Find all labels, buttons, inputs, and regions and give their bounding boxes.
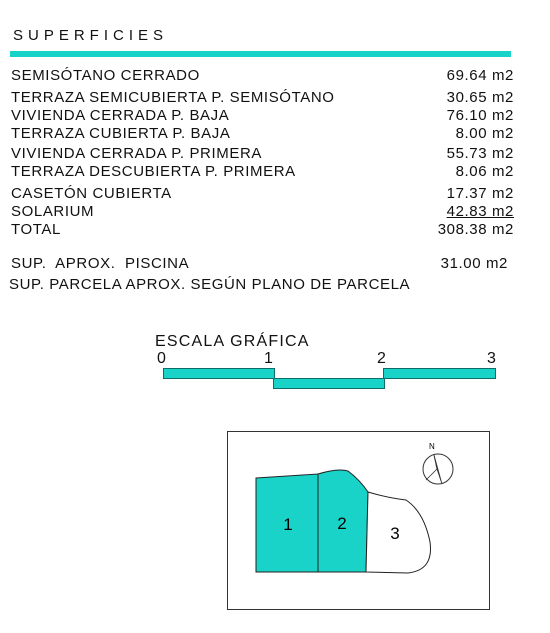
area-row bbox=[11, 145, 514, 163]
area-row bbox=[11, 203, 514, 221]
scale-tick-label: 0 bbox=[157, 350, 166, 367]
lot-label: 2 bbox=[337, 514, 347, 533]
area-row bbox=[11, 67, 514, 85]
area-row bbox=[11, 185, 514, 203]
area-label: VIVIENDA CERRADA P. PRIMERA bbox=[11, 145, 262, 162]
page-title: SUPERFICIES bbox=[13, 27, 169, 44]
site-plan-frame bbox=[227, 431, 490, 610]
area-row bbox=[11, 89, 514, 107]
area-value: 69.64 m2 bbox=[446, 67, 514, 84]
scale-segment bbox=[273, 378, 385, 389]
lot-label: 1 bbox=[283, 515, 293, 534]
area-value: 76.10 m2 bbox=[446, 107, 514, 124]
scale-segment bbox=[163, 368, 275, 379]
total-label: TOTAL bbox=[11, 221, 61, 238]
area-label: TERRAZA SEMICUBIERTA P. SEMISÓTANO bbox=[11, 89, 335, 106]
pool-row bbox=[11, 255, 508, 273]
area-label: TERRAZA DESCUBIERTA P. PRIMERA bbox=[11, 163, 296, 180]
scale-tick-label: 2 bbox=[377, 350, 386, 367]
total-row bbox=[11, 221, 514, 239]
area-value: 30.65 m2 bbox=[446, 89, 514, 106]
area-value: 17.37 m2 bbox=[446, 185, 514, 202]
north-label: N bbox=[429, 442, 435, 451]
area-label: SOLARIUM bbox=[11, 203, 95, 220]
area-label: CASETÓN CUBIERTA bbox=[11, 185, 172, 202]
area-value: 8.06 m2 bbox=[455, 163, 514, 180]
total-value: 308.38 m2 bbox=[437, 221, 514, 238]
area-label: TERRAZA CUBIERTA P. BAJA bbox=[11, 125, 231, 142]
lot-label: 3 bbox=[390, 524, 400, 543]
area-row bbox=[11, 125, 514, 143]
scale-segment bbox=[383, 368, 496, 379]
scale-tick-label: 1 bbox=[264, 350, 273, 367]
area-label: VIVIENDA CERRADA P. BAJA bbox=[11, 107, 230, 124]
area-row bbox=[11, 163, 514, 181]
parcel-note-text: SUP. PARCELA APROX. SEGÚN PLANO DE PARCELA bbox=[9, 276, 411, 293]
pool-label: SUP. APROX. PISCINA bbox=[11, 255, 190, 272]
pool-value: 31.00 m2 bbox=[440, 255, 508, 272]
area-label: SEMISÓTANO CERRADO bbox=[11, 67, 200, 84]
parcel-note bbox=[9, 276, 512, 294]
north-arrow-icon bbox=[423, 442, 453, 484]
scale-title: ESCALA GRÁFICA bbox=[155, 333, 310, 350]
area-row bbox=[11, 107, 514, 125]
area-value: 8.00 m2 bbox=[455, 125, 514, 142]
heading-underline-bar bbox=[10, 51, 511, 57]
scale-tick-label: 3 bbox=[487, 350, 496, 367]
site-plan-drawing bbox=[228, 432, 489, 609]
area-value: 42.83 m2 bbox=[446, 203, 514, 220]
area-value: 55.73 m2 bbox=[446, 145, 514, 162]
